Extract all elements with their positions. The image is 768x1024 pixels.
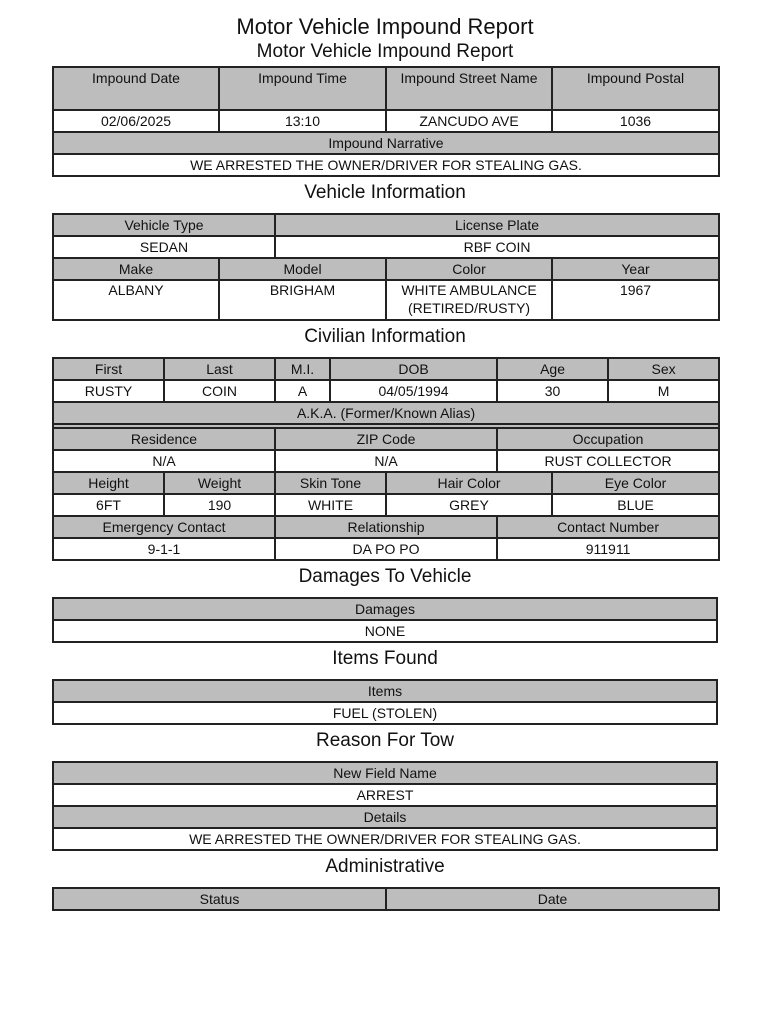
- damages-value: NONE: [53, 620, 717, 642]
- hair-color-header: Hair Color: [386, 472, 552, 494]
- height-header: Height: [53, 472, 164, 494]
- damages-table: [52, 597, 718, 643]
- new-field-value: ARREST: [53, 784, 717, 806]
- emergency-contact-value: 9-1-1: [53, 538, 275, 560]
- middle-initial-value: A: [275, 380, 330, 402]
- table-header-row: [53, 598, 717, 620]
- damages-section-title: Damages To Vehicle: [298, 566, 472, 587]
- new-field-header: New Field Name: [53, 762, 717, 784]
- contact-number-header: Contact Number: [497, 516, 719, 538]
- date-header: Date: [386, 888, 719, 910]
- table-row: [53, 620, 717, 642]
- items-section-title: Items Found: [332, 648, 438, 669]
- hair-color-value: GREY: [386, 494, 552, 516]
- license-plate-value: RBF COIN: [275, 236, 719, 258]
- sex-value: M: [608, 380, 719, 402]
- tow-section-title: Reason For Tow: [316, 730, 454, 751]
- weight-header: Weight: [164, 472, 275, 494]
- license-plate-header: License Plate: [275, 214, 719, 236]
- table-header-row: [53, 358, 719, 380]
- table-header-row: [53, 516, 719, 538]
- height-value: 6FT: [53, 494, 164, 516]
- table-row: [53, 450, 719, 472]
- status-header: Status: [53, 888, 386, 910]
- table-row: [53, 110, 719, 132]
- table-row: [53, 280, 719, 320]
- impound-date-header: Impound Date: [53, 67, 219, 110]
- impound-postal-value: 1036: [552, 110, 719, 132]
- impound-narrative-value: WE ARRESTED THE OWNER/DRIVER FOR STEALING GAS.: [53, 154, 719, 176]
- skin-tone-header: Skin Tone: [275, 472, 386, 494]
- report-subtitle: Motor Vehicle Impound Report: [256, 41, 514, 62]
- table-row: [53, 538, 719, 560]
- impound-postal-header: Impound Postal: [552, 67, 719, 110]
- occupation-value: RUST COLLECTOR: [497, 450, 719, 472]
- table-row: [53, 784, 717, 806]
- impound-street-header: Impound Street Name: [386, 67, 552, 110]
- age-header: Age: [497, 358, 608, 380]
- table-row: [53, 494, 719, 516]
- impound-date-value: 02/06/2025: [53, 110, 219, 132]
- vehicle-table: [52, 213, 720, 321]
- impound-report: [52, 14, 718, 911]
- vehicle-section-title: Vehicle Information: [304, 182, 466, 203]
- relationship-header: Relationship: [275, 516, 497, 538]
- eye-color-header: Eye Color: [552, 472, 719, 494]
- zip-code-header: ZIP Code: [275, 428, 497, 450]
- table-header-row: [53, 806, 717, 828]
- report-title: Motor Vehicle Impound Report: [236, 14, 534, 39]
- color-header: Color: [386, 258, 552, 280]
- table-header-row: [53, 258, 719, 280]
- table-row: [53, 828, 717, 850]
- table-header-row: [53, 132, 719, 154]
- details-value: WE ARRESTED THE OWNER/DRIVER FOR STEALING GAS.: [53, 828, 717, 850]
- table-header-row: [53, 428, 719, 450]
- eye-color-value: BLUE: [552, 494, 719, 516]
- year-header: Year: [552, 258, 719, 280]
- table-row: [53, 702, 717, 724]
- last-name-value: COIN: [164, 380, 275, 402]
- impound-time-value: 13:10: [219, 110, 386, 132]
- table-row: [53, 380, 719, 402]
- admin-table: [52, 887, 720, 911]
- table-header-row: [53, 888, 719, 910]
- residence-value: N/A: [53, 450, 275, 472]
- zip-code-value: N/A: [275, 450, 497, 472]
- table-row: [53, 154, 719, 176]
- impound-table: [52, 66, 720, 177]
- skin-tone-value: WHITE: [275, 494, 386, 516]
- residence-header: Residence: [53, 428, 275, 450]
- damages-header: Damages: [53, 598, 717, 620]
- items-value: FUEL (STOLEN): [53, 702, 717, 724]
- items-header: Items: [53, 680, 717, 702]
- emergency-contact-header: Emergency Contact: [53, 516, 275, 538]
- civilian-section-title: Civilian Information: [304, 326, 466, 347]
- age-value: 30: [497, 380, 608, 402]
- table-header-row: [53, 762, 717, 784]
- dob-value: 04/05/1994: [330, 380, 497, 402]
- weight-value: 190: [164, 494, 275, 516]
- make-value: ALBANY: [53, 280, 219, 320]
- table-header-row: [53, 680, 717, 702]
- admin-section-title: Administrative: [325, 856, 445, 877]
- first-name-value: RUSTY: [53, 380, 164, 402]
- table-row: [53, 236, 719, 258]
- details-header: Details: [53, 806, 717, 828]
- contact-number-value: 911911: [497, 538, 719, 560]
- impound-street-value: ZANCUDO AVE: [386, 110, 552, 132]
- model-header: Model: [219, 258, 386, 280]
- table-header-row: [53, 67, 719, 110]
- relationship-value: DA PO PO: [275, 538, 497, 560]
- occupation-header: Occupation: [497, 428, 719, 450]
- color-value: WHITE AMBULANCE (RETIRED/RUSTY): [386, 280, 552, 320]
- year-value: 1967: [552, 280, 719, 320]
- sex-header: Sex: [608, 358, 719, 380]
- dob-header: DOB: [330, 358, 497, 380]
- vehicle-type-header: Vehicle Type: [53, 214, 275, 236]
- middle-initial-header: M.I.: [275, 358, 330, 380]
- items-table: [52, 679, 718, 725]
- table-header-row: [53, 214, 719, 236]
- table-header-row: [53, 472, 719, 494]
- model-value: BRIGHAM: [219, 280, 386, 320]
- civilian-table: [52, 357, 720, 561]
- vehicle-type-value: SEDAN: [53, 236, 275, 258]
- impound-narrative-header: Impound Narrative: [53, 132, 719, 154]
- make-header: Make: [53, 258, 219, 280]
- impound-time-header: Impound Time: [219, 67, 386, 110]
- aka-header: A.K.A. (Former/Known Alias): [53, 402, 719, 424]
- first-name-header: First: [53, 358, 164, 380]
- tow-table: [52, 761, 718, 851]
- table-header-row: [53, 402, 719, 424]
- last-name-header: Last: [164, 358, 275, 380]
